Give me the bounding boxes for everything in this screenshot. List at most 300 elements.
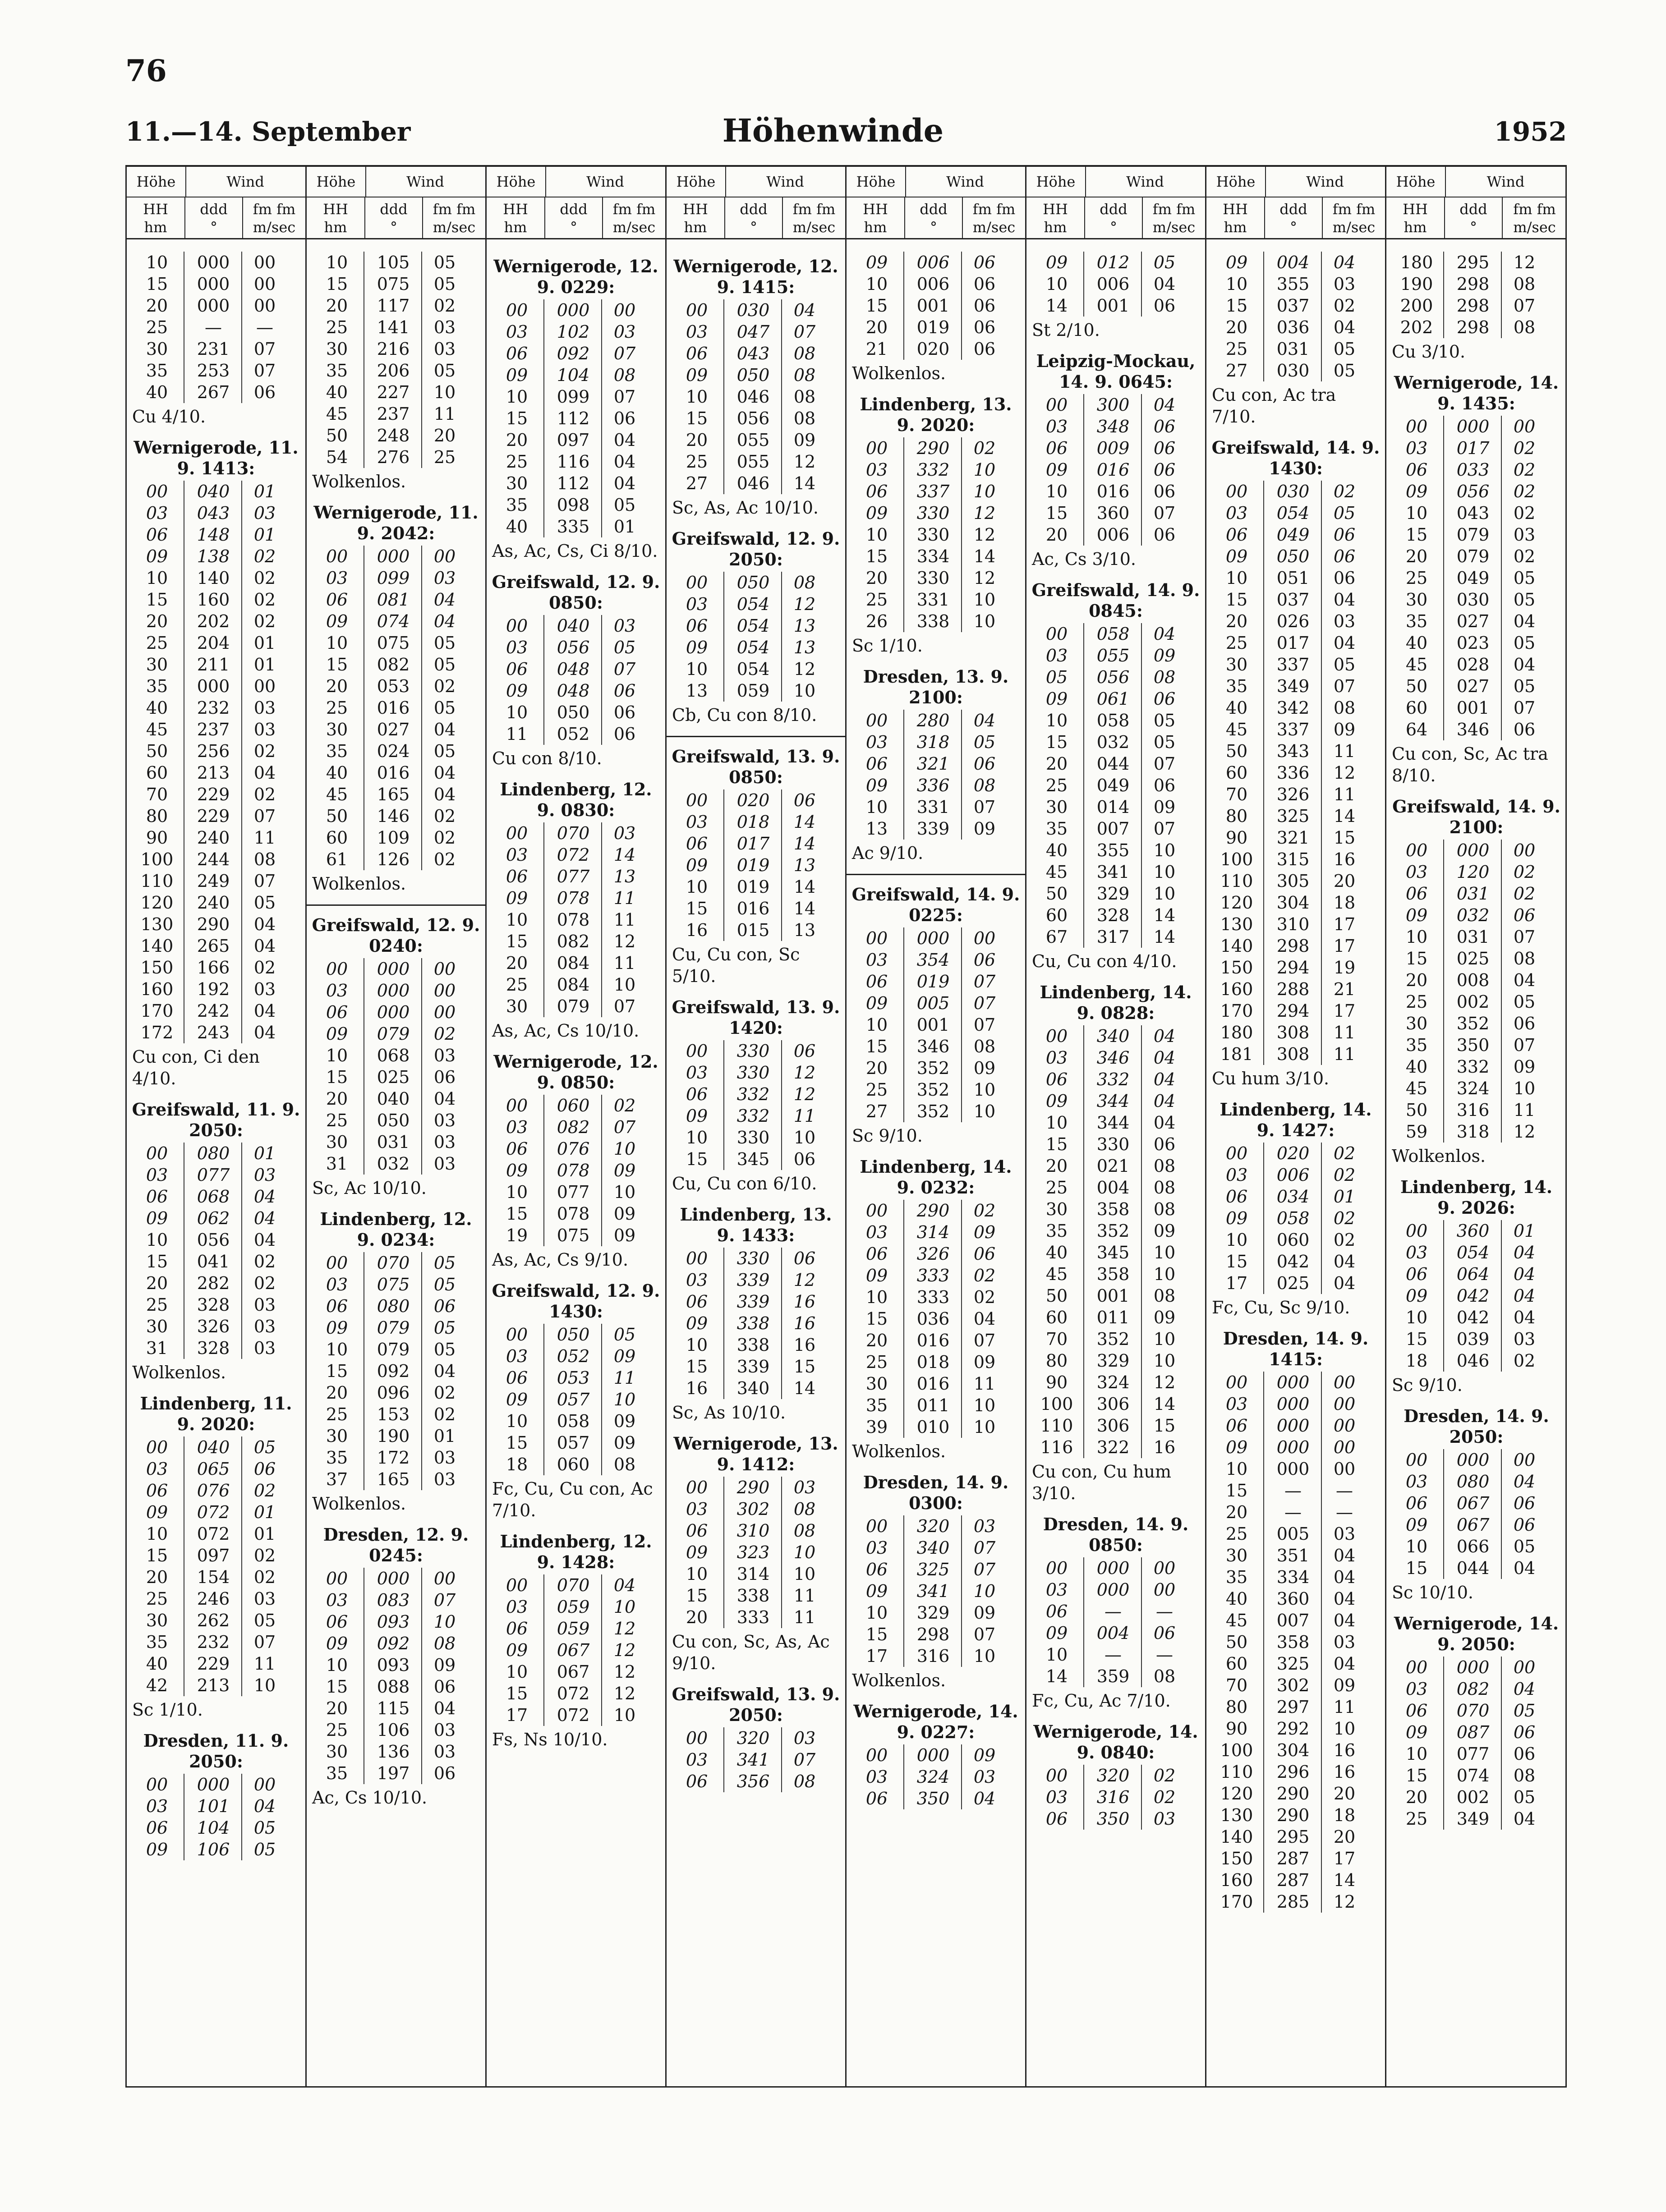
height-cell: 26 [865,611,888,631]
table-row [130,1272,302,1294]
speed-cell: 15 [781,1356,827,1377]
height-cell: 06 [686,1771,708,1791]
table-row [1210,1523,1381,1545]
table-row [1030,1436,1201,1458]
height-cell: 10 [686,659,708,679]
table-row [130,481,302,502]
speed-cell: 02 [241,1251,287,1272]
table-row [310,1339,482,1360]
height-cell: 06 [686,1084,708,1104]
direction-cell: 044 [1083,753,1142,775]
height-cell: 160 [1220,1870,1253,1890]
table-row [130,1545,302,1566]
direction-cell: 320 [723,1727,782,1749]
direction-cell: 330 [903,567,962,589]
speed-cell: 02 [1501,883,1547,904]
speed-cell: 04 [1501,1242,1547,1263]
table-row [1030,1263,1201,1285]
height-cell: 20 [1045,1156,1068,1176]
table-row [1390,719,1563,740]
height-cell: 06 [1045,1602,1068,1621]
speed-cell: 04 [421,719,467,740]
speed-cell: 25 [421,446,467,468]
table-row [1030,1285,1201,1307]
height-cell: 35 [506,495,528,515]
table-row [490,723,662,745]
direction-cell: 237 [364,403,422,425]
station-block [670,256,842,519]
height-cell: 00 [865,1745,888,1765]
direction-cell: 315 [1263,849,1322,870]
height-cell: 09 [1045,252,1068,272]
height-cell: 15 [326,274,348,294]
direction-cell: 058 [1083,710,1142,731]
direction-cell: 102 [543,321,602,343]
table-row [490,1432,662,1454]
height-cell: 40 [1405,1057,1428,1077]
speed-cell: 10 [961,1645,1007,1667]
station-block [850,252,1022,384]
height-cell: 06 [1405,884,1428,904]
table-row [490,321,662,343]
speed-cell: 11 [961,1373,1007,1395]
direction-cell: 229 [184,784,242,805]
table-row [1390,1514,1563,1536]
speed-cell: 05 [421,740,467,762]
speed-cell: 04 [601,473,647,494]
height-cell: 00 [686,1041,708,1061]
table-row [850,502,1022,524]
height-cell: 00 [326,1253,348,1273]
height-cell: 30 [326,339,348,359]
direction-cell: 324 [1443,1078,1502,1099]
speed-cell: 04 [1141,1047,1187,1069]
table-row [1210,675,1381,697]
speed-cell: 03 [1321,610,1367,632]
speed-cell: 04 [421,762,467,784]
header-wind: Wind [1487,173,1525,190]
cloud-note: Sc 9/10. [852,1126,923,1146]
table-row [850,1416,1022,1438]
station-block [1390,1613,1563,1830]
direction-cell: 246 [184,1588,242,1610]
speed-cell: 04 [1321,1588,1367,1610]
table-row [310,1719,482,1741]
direction-cell: 190 [364,1425,422,1447]
direction-cell: 000 [903,927,962,949]
direction-cell: 359 [1083,1666,1142,1687]
height-cell: 35 [146,676,168,696]
speed-cell: 09 [1141,1220,1187,1242]
direction-cell: 077 [1443,1743,1502,1765]
direction-cell: 213 [184,1675,242,1696]
speed-cell: 11 [1321,1022,1367,1043]
speed-cell: 06 [241,381,287,403]
height-cell: 30 [326,1742,348,1762]
height-cell: 20 [146,611,168,631]
table-row [130,610,302,632]
table-row [1210,913,1381,935]
speed-cell: 02 [421,827,467,849]
height-cell: 13 [686,681,708,701]
direction-cell: 341 [903,1580,962,1602]
height-cell: 06 [146,1481,168,1501]
height-cell: 30 [326,720,348,739]
height-cell: 03 [326,981,348,1000]
station-block [1210,437,1381,1089]
height-cell: 03 [865,1222,888,1242]
speed-cell: 04 [1321,1251,1367,1272]
direction-cell: 031 [1443,883,1502,904]
direction-cell: 360 [1443,1220,1502,1242]
speed-cell: 10 [781,1563,827,1585]
direction-cell: 267 [184,381,242,403]
direction-cell: 062 [184,1207,242,1229]
table-row [130,827,302,849]
direction-cell: 007 [1083,818,1142,840]
table-row [1390,481,1563,502]
speed-cell: 03 [421,1469,467,1490]
speed-cell: 02 [1501,481,1547,502]
height-cell: 60 [1225,1654,1248,1674]
table-row [1030,394,1201,416]
table-row [1390,1743,1563,1765]
table-row [1030,1350,1201,1372]
speed-cell: 04 [601,1574,647,1596]
table-row [1390,1099,1563,1121]
direction-cell: 332 [723,1083,782,1105]
direction-cell: 306 [1083,1415,1142,1436]
direction-cell: 240 [184,892,242,913]
speed-cell: 06 [1321,567,1367,589]
direction-cell: 070 [543,822,602,844]
table-row [130,524,302,546]
height-cell: 00 [506,1575,528,1595]
table-row [310,740,482,762]
direction-cell: 339 [723,1269,782,1291]
station-title: Lindenberg, 14. 9. 0828: [1040,982,1192,1023]
direction-cell: 054 [723,637,782,658]
direction-cell: 059 [723,680,782,702]
table-row [1390,1536,1563,1557]
height-cell: 25 [326,1404,348,1424]
column-body [1386,252,1566,2086]
table-row [850,992,1022,1014]
direction-cell: 354 [903,949,962,971]
table-row [490,909,662,931]
height-cell: 170 [1220,1892,1253,1912]
direction-cell: 120 [1443,861,1502,883]
height-cell: 06 [146,1187,168,1207]
table-row [310,632,482,654]
speed-cell: 07 [781,1749,827,1771]
cloud-note: Cu, Cu con, Sc 5/10. [672,945,800,986]
height-cell: 03 [865,460,888,480]
height-cell: 27 [1225,361,1248,381]
height-cell: 25 [146,633,168,653]
table-row [1210,317,1381,338]
table-row [1390,1328,1563,1350]
header-hh: HH hm [847,197,905,238]
cloud-note: Wolkenlos. [1392,1146,1486,1166]
direction-cell: 337 [903,481,962,502]
speed-cell: 06 [961,338,1007,360]
height-cell: 80 [1225,806,1248,826]
table-row [1210,1891,1381,1913]
direction-cell: 051 [1263,567,1322,589]
height-cell: 00 [146,1775,168,1794]
height-cell: 03 [506,1117,528,1137]
height-cell: 09 [146,1208,168,1228]
direction-cell: 000 [1263,1436,1322,1458]
height-cell: 06 [865,482,888,501]
direction-cell: 080 [1443,1471,1502,1492]
height-cell: 10 [326,633,348,653]
station-block [130,1099,302,1383]
speed-cell: 14 [781,833,827,854]
table-row [850,1014,1022,1036]
speed-cell: 00 [1321,1372,1367,1393]
height-cell: 00 [686,573,708,592]
direction-cell: 321 [1263,827,1322,849]
cloud-note: Wolkenlos. [852,363,946,383]
station-block [1390,796,1563,1167]
height-cell: 06 [686,616,708,636]
direction-cell: 265 [184,935,242,957]
speed-cell: 11 [241,827,287,849]
table-row [310,1447,482,1469]
station-title: Greifswald, 12. 9. 1430: [492,1280,660,1322]
direction-cell: 000 [1263,1372,1322,1393]
header-fm: fm fm m/sec [1332,201,1376,236]
direction-cell: 358 [1263,1631,1322,1653]
column-body [667,252,845,2086]
station-block [1390,1177,1563,1396]
header-hh: HH hm [1206,197,1265,238]
direction-cell: 079 [1443,524,1502,546]
table-row [1030,1808,1201,1830]
direction-cell: 165 [364,784,422,805]
direction-cell: 166 [184,957,242,978]
table-column [847,167,1026,2086]
table-row [130,978,302,1000]
height-cell: 10 [506,702,528,722]
table-row [1210,762,1381,784]
speed-cell: 05 [241,1436,287,1458]
speed-cell: 10 [601,974,647,996]
table-row [670,364,842,386]
table-row [490,408,662,429]
speed-cell: 14 [781,811,827,833]
direction-cell: 338 [723,1585,782,1606]
table-row [310,654,482,675]
station-title: Wernigerode, 14. 9. 1435: [1394,372,1559,413]
table-row [1390,883,1563,904]
direction-cell: 077 [543,1181,602,1203]
height-cell: 50 [1405,676,1428,696]
header-ddd: ddd ° [1445,197,1503,238]
height-cell: 31 [326,1154,348,1174]
direction-cell: 016 [903,1373,962,1395]
table-row [1030,1047,1201,1069]
header-hh: HH hm [127,197,185,238]
direction-cell: 004 [1083,1177,1142,1198]
height-cell: 10 [1045,482,1068,501]
direction-cell: 330 [903,502,962,524]
height-cell: 20 [146,1273,168,1293]
table-row [310,1611,482,1633]
direction-cell: 211 [184,654,242,675]
table-row [1390,610,1563,632]
cloud-note: Cu con, Ac tra 7/10. [1212,385,1336,427]
table-row [130,1774,302,1795]
speed-cell: 20 [1321,1826,1367,1848]
height-cell: 10 [1045,274,1068,294]
table-row [490,996,662,1017]
height-cell: 10 [1405,1744,1428,1764]
height-cell: 09 [865,1266,888,1285]
table-row [490,1116,662,1138]
direction-cell: 018 [723,811,782,833]
direction-cell: 036 [1263,317,1322,338]
height-cell: 00 [506,823,528,843]
direction-cell: 348 [1083,416,1142,437]
direction-cell: 294 [1263,1000,1322,1022]
direction-cell: 044 [1443,1557,1502,1579]
direction-cell: 075 [364,1274,422,1295]
header-hoehe: Höhe [1206,167,1266,197]
height-cell: 10 [1405,1308,1428,1327]
height-cell: 03 [506,845,528,865]
direction-cell: 050 [543,702,602,723]
height-cell: 09 [506,1161,528,1180]
speed-cell: 06 [1141,524,1187,546]
table-row [1210,978,1381,1000]
height-cell: 15 [326,1067,348,1087]
direction-cell: 106 [184,1839,242,1860]
speed-cell: 05 [421,252,467,273]
speed-cell: 02 [241,589,287,610]
table-row [490,1454,662,1475]
height-cell: 15 [686,408,708,428]
speed-cell: 07 [601,658,647,680]
speed-cell: 06 [961,1243,1007,1265]
height-cell: 03 [1045,1580,1068,1600]
direction-cell: 037 [1263,589,1322,610]
speed-cell: 12 [1501,252,1547,273]
speed-cell: 05 [421,1274,467,1295]
table-row [670,1040,842,1062]
table-row [130,697,302,719]
height-cell: 20 [326,1383,348,1403]
direction-cell: 055 [1083,645,1142,666]
table-row [1390,1056,1563,1078]
table-row [310,1741,482,1762]
direction-cell: 339 [723,1356,782,1377]
column-body [307,252,485,2086]
speed-cell: 08 [1141,1198,1187,1220]
cloud-note: Wolkenlos. [132,1363,226,1382]
direction-cell: 060 [543,1095,602,1116]
table-row [1390,1242,1563,1263]
direction-cell: 047 [723,321,782,343]
direction-cell: 160 [184,589,242,610]
table-row [490,974,662,996]
speed-cell: 03 [1501,1328,1547,1350]
station-title: Greifswald, 13. 9. 2050: [672,1684,840,1725]
direction-cell: 061 [1083,688,1142,710]
speed-cell: 07 [961,971,1007,992]
height-cell: 09 [506,1640,528,1660]
direction-cell: 079 [1443,546,1502,567]
direction-cell: 057 [543,1389,602,1410]
speed-cell: 00 [421,958,467,980]
speed-cell: 14 [1321,1869,1367,1891]
speed-cell: 04 [241,1207,287,1229]
speed-cell: 06 [1141,1134,1187,1155]
speed-cell: 10 [1141,840,1187,861]
direction-cell: 016 [364,697,422,719]
direction-cell: 004 [1263,252,1322,273]
direction-cell: 237 [184,719,242,740]
height-cell: 05 [1045,667,1068,687]
direction-cell: 043 [1443,502,1502,524]
header-fm: fm fm m/sec [792,201,836,236]
height-cell: 45 [1405,655,1428,675]
height-cell: 09 [506,1390,528,1409]
direction-cell: 065 [184,1458,242,1480]
table-row [1030,645,1201,666]
height-cell: 09 [506,365,528,385]
speed-cell: 12 [781,1083,827,1105]
height-cell: 35 [146,361,168,381]
cloud-note: Cu 4/10. [132,407,206,427]
cloud-note: As, Ac, Cs 9/10. [492,1250,629,1270]
speed-cell: 00 [1321,1393,1367,1415]
height-cell: 03 [686,1499,708,1519]
height-cell: 06 [1405,1493,1428,1513]
direction-cell: 049 [1083,775,1142,796]
height-cell: 17 [506,1705,528,1725]
direction-cell: 099 [364,567,422,589]
table-row [1210,1653,1381,1675]
station-title: Wernigerode, 12. 9. 0229: [493,256,658,297]
direction-cell: 317 [1083,926,1142,948]
height-cell: 00 [865,928,888,948]
direction-cell: 006 [903,273,962,295]
direction-cell: 001 [1083,1285,1142,1307]
header-ddd: ddd ° [725,197,783,238]
header-wind: Wind [226,173,264,190]
direction-cell: 056 [1083,666,1142,688]
height-cell: 18 [1405,1351,1428,1371]
direction-cell: — [1263,1501,1322,1523]
station-title: Wernigerode, 14. 9. 0227: [853,1701,1018,1742]
height-cell: 10 [1225,1230,1248,1250]
height-cell: 06 [506,1619,528,1638]
height-cell: 10 [146,1230,168,1250]
speed-cell: 06 [1141,688,1187,710]
table-row [850,1788,1022,1809]
height-cell: 06 [1045,438,1068,458]
table-row [1210,1143,1381,1164]
column-header [1026,167,1205,239]
speed-cell: 12 [781,1062,827,1083]
table-row [130,1207,302,1229]
direction-cell: 068 [364,1045,422,1066]
direction-cell: 316 [1443,1099,1502,1121]
speed-cell: 04 [1501,1557,1547,1579]
